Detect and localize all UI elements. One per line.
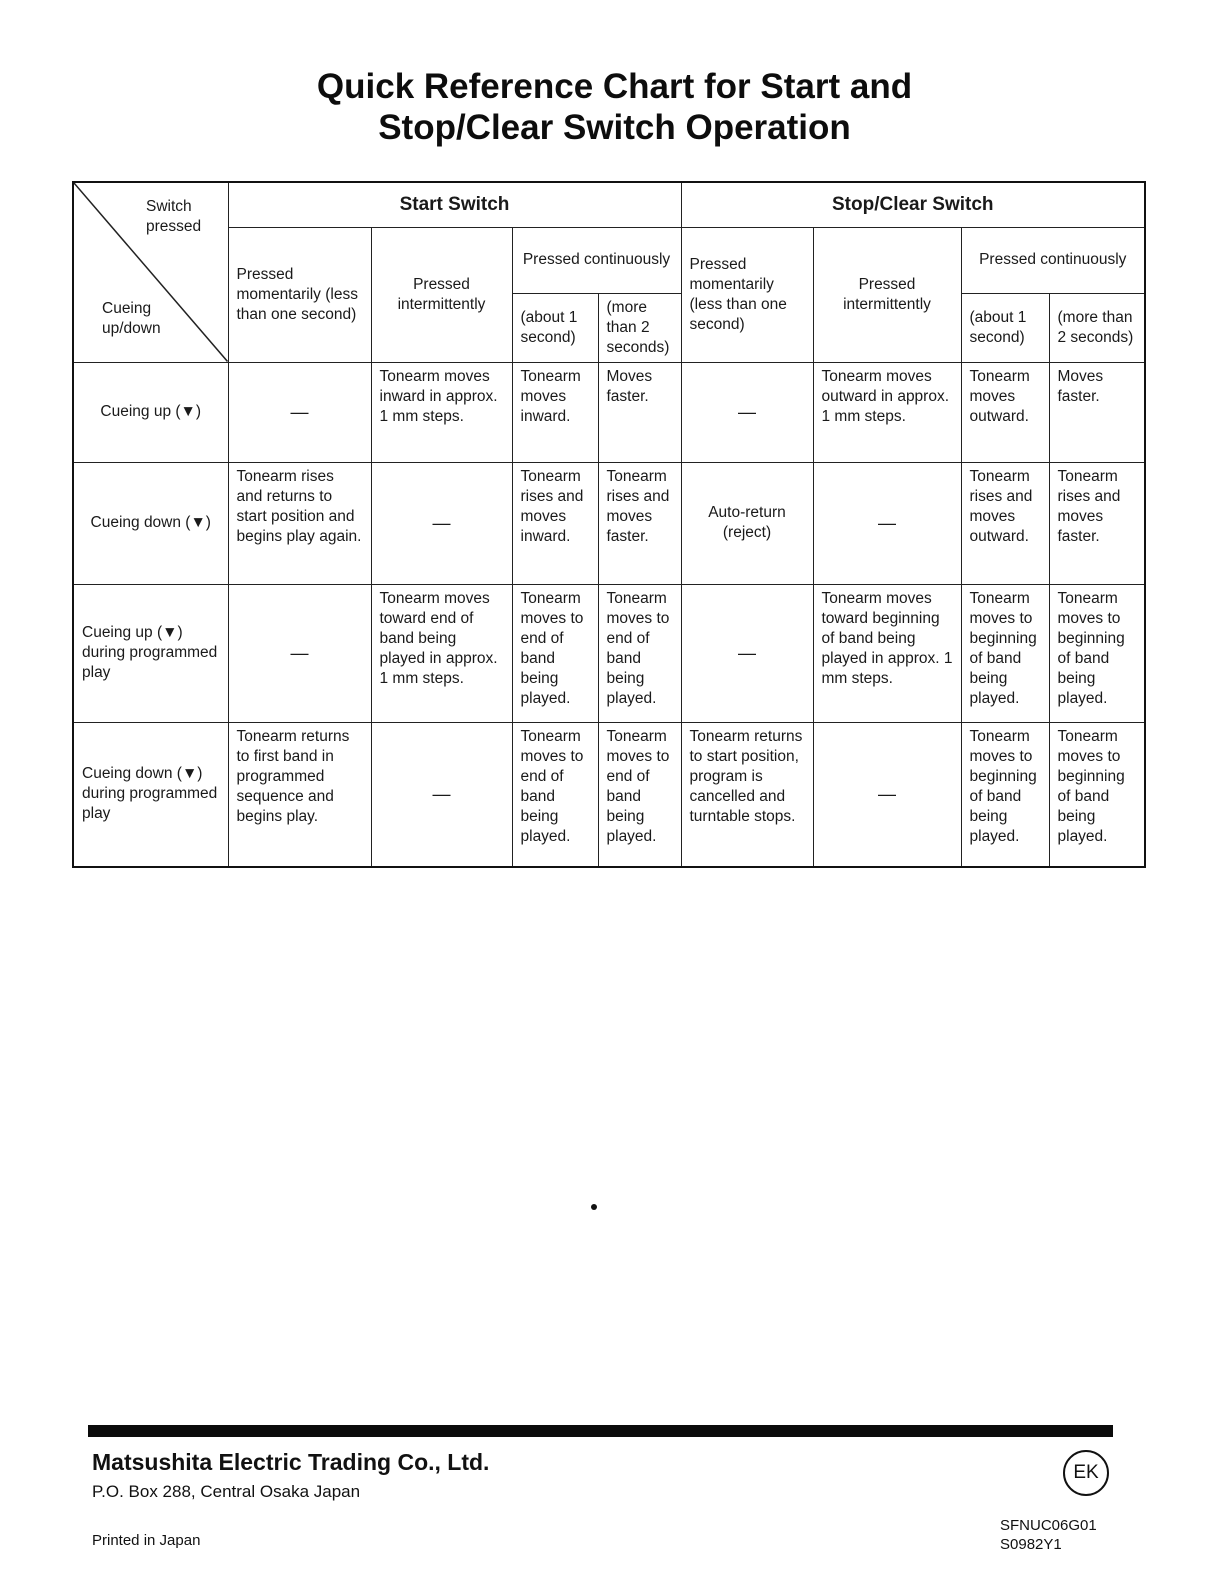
- table-cell: Tonearm rises and moves faster.: [1049, 462, 1145, 584]
- title-line-2: Stop/Clear Switch Operation: [378, 108, 851, 147]
- printed-in: Printed in Japan: [92, 1532, 201, 1549]
- row-label: Cueing up (▼) during programmed play: [73, 584, 228, 722]
- table-cell: Tonearm moves toward end of band being played in approx. 1 mm steps.: [371, 584, 512, 722]
- table-row: [73, 722, 1145, 867]
- table-cell: Tonearm moves to beginning of band being played.: [1049, 722, 1145, 867]
- table-cell: —: [681, 362, 813, 462]
- table-cell: Tonearm returns to first band in programmed sequence and begins play.: [228, 722, 371, 867]
- table-cell: Tonearm moves to beginning of band being played.: [961, 584, 1049, 722]
- row-label: Cueing down (▼): [73, 462, 228, 584]
- table-cell: Tonearm returns to start position, program is cancelled and turntable stops.: [681, 722, 813, 867]
- table-cell: —: [371, 722, 512, 867]
- title-line-1: Quick Reference Chart for Start and: [316, 67, 913, 106]
- table-cell: Tonearm rises and moves faster.: [598, 462, 681, 584]
- table-cell: —: [228, 362, 371, 462]
- table-cell: Tonearm rises and moves inward.: [512, 462, 598, 584]
- corner-switch-pressed: Switch pressed: [146, 198, 202, 235]
- table-cell: —: [813, 462, 961, 584]
- table-cell: Tonearm moves to beginning of band being played.: [961, 722, 1049, 867]
- company-address: P.O. Box 288, Central Osaka Japan: [92, 1482, 361, 1501]
- ink-dot: [591, 1204, 597, 1210]
- table-cell: Auto-return (reject): [681, 462, 813, 584]
- stop-more2-header: (more than 2 seconds): [1049, 293, 1145, 362]
- stop-clear-switch-header: Stop/Clear Switch: [681, 182, 1145, 227]
- table-cell: Tonearm moves outward.: [961, 362, 1049, 462]
- start-switch-header: Start Switch: [228, 182, 681, 227]
- table-cell: Tonearm moves to end of band being played.: [598, 584, 681, 722]
- table-cell: —: [228, 584, 371, 722]
- corner-cueing-updown: Cueing up/down: [102, 300, 161, 337]
- table-cell: Tonearm moves to end of band being played.: [512, 584, 598, 722]
- quick-reference-table: [72, 181, 1146, 868]
- table-cell: Tonearm moves to beginning of band being played.: [1049, 584, 1145, 722]
- table-cell: —: [813, 722, 961, 867]
- start-about1-header: (about 1 second): [512, 293, 598, 362]
- model-code: SFNUC06G01: [1000, 1517, 1097, 1534]
- stop-continuous-header: Pressed continuously: [961, 227, 1145, 293]
- table-cell: Tonearm rises and returns to start position and begins play again.: [228, 462, 371, 584]
- row-label: Cueing up (▼): [73, 362, 228, 462]
- start-intermittent-header: Pressed intermittently: [371, 227, 512, 362]
- start-continuous-header: Pressed continuously: [512, 227, 681, 293]
- start-more2-header: (more than 2 seconds): [598, 293, 681, 362]
- company-name: Matsushita Electric Trading Co., Ltd.: [92, 1449, 490, 1475]
- stop-momentary-header: Pressed momentarily (less than one second): [681, 227, 813, 362]
- table-cell: —: [371, 462, 512, 584]
- stop-about1-header: (about 1 second): [961, 293, 1049, 362]
- table-cell: Tonearm moves outward in approx. 1 mm steps.: [813, 362, 961, 462]
- table-cell: —: [681, 584, 813, 722]
- stop-intermittent-header: Pressed intermittently: [813, 227, 961, 362]
- table-cell: Tonearm moves inward in approx. 1 mm steps.: [371, 362, 512, 462]
- table-row: [73, 462, 1145, 584]
- table-cell: Tonearm moves toward beginning of band being played in approx. 1 mm steps.: [813, 584, 961, 722]
- table-cell: Moves faster.: [1049, 362, 1145, 462]
- corner-header-cell: [73, 182, 228, 362]
- table-cell: Tonearm moves inward.: [512, 362, 598, 462]
- footer-divider-bar: [88, 1425, 1113, 1437]
- table-cell: Tonearm moves to end of band being played.: [598, 722, 681, 867]
- table-cell: Tonearm rises and moves outward.: [961, 462, 1049, 584]
- table-cell: Tonearm moves to end of band being played.: [512, 722, 598, 867]
- page-title: [0, 66, 1229, 148]
- row-label: Cueing down (▼) during programmed play: [73, 722, 228, 867]
- table-row: [73, 584, 1145, 722]
- table-row: [73, 362, 1145, 462]
- table-cell: Moves faster.: [598, 362, 681, 462]
- print-code: S0982Y1: [1000, 1536, 1062, 1553]
- start-momentary-header: Pressed momentarily (less than one second): [228, 227, 371, 362]
- ek-badge: EK: [1063, 1450, 1109, 1496]
